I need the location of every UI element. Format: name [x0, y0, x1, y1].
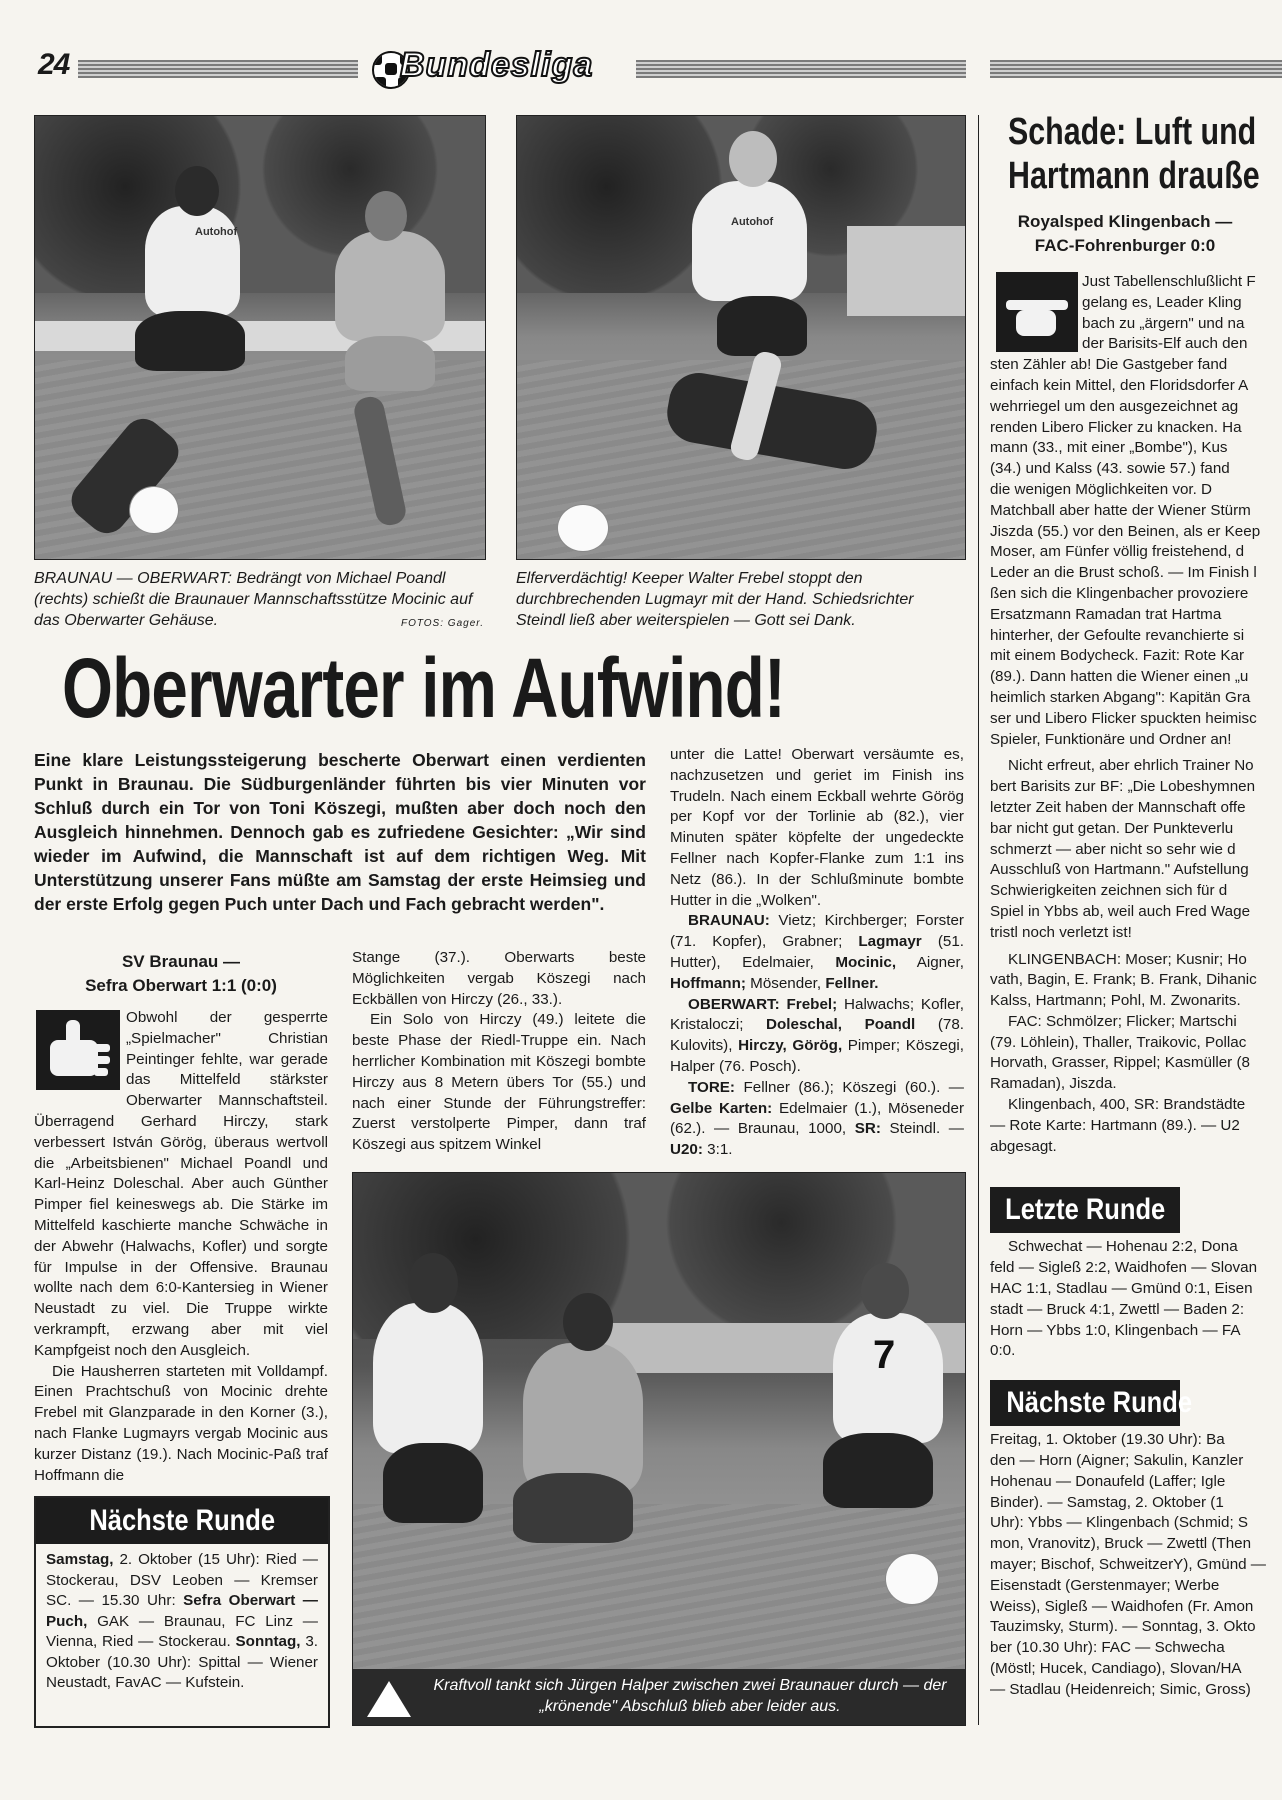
- player-figure: [692, 181, 807, 301]
- photo3-caption: Kraftvoll tankt sich Jürgen Halper zwischen zwei Braunauer durch — der „krönende" Abschluß blieb aber leider aus.: [433, 1677, 947, 1715]
- shirt-sponsor: Autohof: [195, 226, 238, 238]
- sidebar-text: [990, 272, 1282, 1701]
- sidebar-text-line: mann (33., mit einer „Bombe"), Kus: [990, 439, 1228, 457]
- player-head: [563, 1293, 613, 1351]
- photo3-caption-bar: [353, 1669, 965, 1725]
- photo2-caption: Elferverdächtig! Keeper Walter Frebel stoppt den durchbrechenden Lugmayr mit der Hand. Schiedsrichter Steindl ließ aber weiterspielen — Gott sei Dank.: [516, 570, 914, 629]
- sidebar-lineup-line: (79. Löhlein), Thaller, Traikovic, Pollac: [990, 1033, 1247, 1051]
- sidebar-text-line: gelang es, Leader Kling: [1082, 293, 1242, 311]
- article-paragraph: unter die Latte! Oberwart versäumte es, nachzusetzen und geriet im Finish ins Trudeln. Nach einem Eckball wehrte Görög per Kopf vor der Torlinie ab (82.), vier Minuten später köpfelte der ungedeckte Fellner nach Kopfer-Flanke zum 1:1 ins Netz (86.). In der Schlußminute bombte Hutter in die „Wolken".: [670, 746, 964, 909]
- box-text: Samstag, 2. Oktober (15 Uhr): Ried — Stockerau, DSV Leoben — Kremser SC. — 15.30 Uhr: Sefra Oberwart — Puch, GAK — Braunau, FC Linz — Vienna, Ried — Stockerau. Sonntag, 3. Oktober (10.30 Uhr): Spittal — Wiener Neustadt, FavAC — Kufstein.: [46, 1551, 318, 1691]
- player-head: [729, 131, 777, 187]
- naechste-runde-line: Freitag, 1. Oktober (19.30 Uhr): Ba: [990, 1431, 1225, 1449]
- sidebar-text-line: Spieler, Funktionäre und Ordner an!: [990, 730, 1232, 748]
- sidebar-text-line: heimlich starken Abgang": Kapitän Gra: [990, 688, 1251, 706]
- match-result: [34, 950, 328, 998]
- player-head: [175, 166, 219, 216]
- building: [847, 226, 965, 316]
- sidebar-text-line: schmerzt — aber nicht so sehr wie d: [990, 840, 1236, 858]
- sidebar-text-line: Ausschluß von Hartmann." Aufstellung: [990, 861, 1249, 879]
- sidebar-text-line: die wenigen Möglichkeiten vor. D: [990, 480, 1213, 498]
- naechste-runde-line: ber (10.30 Uhr): FAC — Schwecha: [990, 1639, 1225, 1657]
- sidebar-text-line: Spiel in Ybbs ab, weil auch Fred Wage: [990, 902, 1251, 920]
- naechste-runde-line: den — Horn (Aigner; Sakulin, Kanzler: [990, 1452, 1244, 1470]
- sidebar-lineup-line: Klingenbach, 400, SR: Brandstädte: [1008, 1096, 1246, 1114]
- letzte-runde-line: 0:0.: [990, 1342, 1016, 1360]
- naechste-runde-line: mayer; Bischof, SchweitzerY), Gmünd —: [990, 1556, 1266, 1574]
- page-number: 24: [38, 48, 70, 81]
- sidebar-text-line: (34.) und Kalss (43. sowie 57.) fand: [990, 460, 1230, 478]
- naechste-runde-line: — Stadlau (Heidenreich; Simic, Gross): [990, 1680, 1251, 1698]
- sidebar-text-line: Schwierigkeiten zeichnen sich für d: [990, 882, 1228, 900]
- letzte-runde-title: Letzte Runde: [990, 1187, 1180, 1233]
- player-head: [861, 1263, 909, 1319]
- article-column-2: [352, 948, 646, 1156]
- sidebar-lineup-line: KLINGENBACH: Moser; Kusnir; Ho: [1008, 950, 1247, 968]
- naechste-runde-title: Nächste Runde: [990, 1380, 1180, 1426]
- naechste-runde-line: mon, Vranovitz), Bruck — Zwettl (Then: [990, 1535, 1252, 1553]
- letzte-runde-line: HAC 1:1, Stadlau — Gmünd 0:1, Eisen: [990, 1280, 1253, 1298]
- article-column-3: [670, 745, 964, 1161]
- player-shorts: [135, 311, 245, 371]
- player-head: [365, 191, 407, 241]
- naechste-runde-line: Hohenau — Donaufeld (Laffer; Igle: [990, 1472, 1226, 1490]
- article-paragraph: Die Hausherren starteten mit Volldampf. Einen Prachtschuß von Mocinic drehte Frebel mit Glanzparade in den Korner (3.), nach Flanke Lugmayrs vergab Mocinic aus kurzer Distanz (19.). Nach Mocinic-Paß traf Hoffmann die: [34, 1362, 328, 1484]
- header-rule-mid: [636, 60, 966, 78]
- match-teams: SV Braunau —: [121, 952, 241, 971]
- match-score: Sefra Oberwart 1:1 (0:0): [85, 976, 277, 995]
- letzte-runde-line: stadt — Bruck 4:1, Zwettl — Baden 2:: [990, 1300, 1245, 1318]
- sidebar-text-line: Just Tabellenschlußlicht F: [1082, 273, 1256, 290]
- sidebar-text-line: tristl noch verletzt ist!: [990, 923, 1132, 941]
- letzte-runde-line: Schwechat — Hohenau 2:2, Dona: [1008, 1238, 1238, 1256]
- sidebar-text-line: wehrriegel um den ausgezeichnet ag: [990, 397, 1239, 415]
- header-rule-right: [990, 60, 1282, 78]
- naechste-runde-line: Weiss), Sigleß — Waidhofen (Fr. Amon: [990, 1597, 1254, 1615]
- sidebar-text-line: bach zu „ärgern" und na: [1082, 314, 1245, 332]
- sidebar-text-line: hinterher, der Gefoulte revanchierte si: [990, 626, 1245, 644]
- sidebar-text-line: mit einem Bodycheck. Fazit: Rote Kar: [990, 647, 1245, 665]
- goals-cards: TORE: Fellner (86.); Köszegi (60.). — Gelbe Karten: Edelmaier (1.), Möseneder (62.). — Braunau, 1000, SR: Steindl. — U20: 3:1.: [670, 1078, 964, 1159]
- naechste-runde-line: (Möstl; Hucek, Candiago), Slovan/HA: [990, 1660, 1242, 1678]
- box-title: Nächste Runde: [36, 1498, 328, 1544]
- player-shorts: [823, 1433, 933, 1508]
- sidebar-match: Royalsped Klingenbach — FAC-Fohrenburger 0:0: [1017, 212, 1233, 255]
- sidebar-lineup-line: — Rote Karte: Hartmann (89.). — U2: [990, 1116, 1240, 1134]
- sidebar-lineup-line: abgesagt.: [990, 1137, 1057, 1155]
- sidebar-text-line: renden Libero Flicker zu knacken. Ha: [990, 418, 1242, 436]
- sidebar-lineup-line: FAC: Schmölzer; Flicker; Martschi: [1008, 1012, 1237, 1030]
- sidebar-text-line: ßen sich die Klingenbacher provoziere: [990, 584, 1249, 602]
- ball-icon: [129, 486, 179, 534]
- player-shorts: [513, 1473, 633, 1543]
- photo-halper: [352, 1172, 966, 1726]
- triangle-icon: [367, 1681, 411, 1717]
- player-head: [408, 1253, 458, 1313]
- lineup-oberwart: OBERWART: Frebel; Halwachs; Kofler, Kristaloczi; Doleschal, Poandl (78. Kulovits), Hirczy, Görög, Pimper; Köszegi, Halper (76. Posch).: [670, 995, 964, 1075]
- column-divider: [978, 115, 979, 1725]
- player-shorts: [345, 336, 435, 391]
- player-figure: [335, 231, 445, 341]
- sidebar-text-line: sten Zähler ab! Die Gastgeber fand: [990, 356, 1228, 374]
- header-rule-left: [78, 60, 358, 78]
- sidebar-text-line: Jiszda (55.) vor den Beinen, als er Keep: [990, 522, 1261, 540]
- sidebar-text-line: Nicht erfreut, aber ehrlich Trainer No: [1008, 757, 1254, 775]
- shirt-number: 7: [873, 1333, 896, 1377]
- sidebar-text-line: bar nicht gut getan. Der Punkteverlu: [990, 819, 1234, 837]
- photo-frebel-save: [516, 115, 966, 560]
- player-shorts: [383, 1443, 483, 1523]
- photo-braunau-oberwart: [34, 115, 486, 560]
- player-shorts: [717, 296, 807, 356]
- player-figure: [523, 1343, 643, 1493]
- sidebar-text-line: einfach kein Mittel, den Floridsdorfer A: [990, 376, 1249, 394]
- main-headline: Oberwarter im Aufwind!: [62, 641, 786, 735]
- sidebar-text-line: der Barisits-Elf auch den: [1082, 335, 1248, 353]
- naechste-runde-line: Eisenstadt (Gerstenmayer; Werbe: [990, 1576, 1220, 1594]
- article-column-1: [34, 1008, 328, 1488]
- sidebar-lineup-line: Kalss, Hartmann; Pohl, M. Zwonarits.: [990, 992, 1241, 1010]
- player-figure: [373, 1303, 483, 1453]
- sidebar-text-line: Ersatzmann Ramadan trat Hartma: [990, 605, 1222, 623]
- sidebar-article: [990, 110, 1282, 1730]
- sidebar-lineup-line: Ramadan), Jiszda.: [990, 1075, 1117, 1093]
- naechste-runde-line: Binder). — Samstag, 2. Oktober (1: [990, 1493, 1224, 1511]
- article-paragraph: Ein Solo von Hirczy (49.) leitete die beste Phase der Riedl-Truppe ein. Nach herrlicher Kombination mit Köszegi bombte Hirczy aus 8 Metern übers Tor (55.) und nach einer Stunde der Führungstreffer: Zuerst verstolperte Pimper, dann traf Köszegi aus spitzem Winkel: [352, 1011, 646, 1154]
- sidebar-text-line: Moser, am Fünfer völlig freistehend, d: [990, 543, 1245, 561]
- naechste-runde-line: Tauzimsky, Sturm). — Sonntag, 3. Okto: [990, 1618, 1256, 1636]
- sidebar-text-line: (89.). Dann hatten die Wiener einen „u: [990, 668, 1249, 686]
- sidebar-text-line: bert Barisits zur BF: „Die Lobeshymnen: [990, 778, 1256, 796]
- sidebar-text-line: ser und Libero Flicker spuckten heimisc: [990, 709, 1257, 727]
- naechste-runde-box: [34, 1496, 330, 1728]
- ball-icon: [557, 504, 609, 552]
- photo-credit: FOTOS: Gager.: [400, 618, 484, 629]
- lineup-braunau: BRAUNAU: Vietz; Kirchberger; Forster (71. Kopfer), Grabner; Lagmayr (51. Hutter), Edelmaier, Mocinic, Aigner, Hoffmann; Mösender, Fellner.: [670, 912, 964, 992]
- player-figure: [145, 206, 240, 316]
- letzte-runde-line: feld — Sigleß 2:2, Waidhofen — Slovan: [990, 1259, 1258, 1277]
- sidebar-lineup-line: Horvath, Grasser, Rippel; Kasmüller (8: [990, 1054, 1250, 1072]
- article-paragraph: Stange (37.). Oberwarts beste Möglichkeiten vergab Köszegi nach Eckbällen von Hirczy (26., 33.).: [352, 949, 646, 1008]
- section-title: Bundesliga: [400, 46, 594, 84]
- sidebar-text-line: letzter Zeit haben der Mannschaft offe: [990, 798, 1246, 816]
- sidebar-lineup-line: vath, Bagin, E. Frank; B. Frank, Dihanic: [990, 971, 1257, 989]
- naechste-runde-line: Uhr): Ybbs — Klingenbach (Schmid; S: [990, 1514, 1249, 1532]
- article-paragraph: Obwohl der gesperrte „Spielmacher" Christian Peintinger fehlte, war gerade das Mittelfeld stärkster Oberwarter Mannschaftsteil. Überragend Gerhard Hirczy, stark verbessert István Görög, überaus wertvoll die „Arbeitsbienen" Michael Poandl und Karl-Heinz Doleschal. Aber auch Günther Pimper fiel keineswegs ab. Die Stärke im Mittelfeld kaschierte manche Schwäche in der Abwehr (Halwachs, Kofler) und sorgte für Impulse in der Offensive. Braunau wollte nach dem 6:0-Kantersieg in Wiener Neustadt zu viel. Die Truppe wirkte verkrampft, erzwang aber mit viel Kampfgeist noch den Ausgleich.: [34, 1009, 328, 1359]
- letzte-runde-line: Horn — Ybbs 1:0, Klingenbach — FA: [990, 1321, 1241, 1339]
- sidebar-headline: Schade: Luft und Hartmann drauße: [1008, 111, 1260, 197]
- shirt-sponsor: Autohof: [731, 216, 774, 228]
- lead-paragraph: Eine klare Leistungssteigerung bescherte Oberwart einen verdienten Punkt in Braunau. Die Südburgenländer führten bis vier Minuten vor Schluß durch ein Tor von Toni Köszegi, mußten aber doch noch den Ausgleich hinnehmen. Dennoch gab es zufriedene Gesichter: „Wir sind wieder im Aufwind, die Mannschaft ist auf dem richtigen Weg. Mit Unterstützung unserer Fans müßte am Samstag der erste Heimsieg und der erste Erfolg gegen Puch unter Dach und Fach gebracht werden".: [34, 750, 646, 914]
- photo1-caption: BRAUNAU — OBERWART: Bedrängt von Michael Poandl (rechts) schießt die Braunauer Mannschaftsstütze Mocinic auf das Oberwarter Gehäuse. FOTOS: Gager.: [34, 568, 484, 634]
- ball-icon: [885, 1553, 939, 1605]
- sidebar-text-line: Matchball aber hatte der Wiener Stürm: [990, 501, 1251, 519]
- sidebar-text-line: Leder an die Brust schoß. — Im Finish l: [990, 564, 1257, 582]
